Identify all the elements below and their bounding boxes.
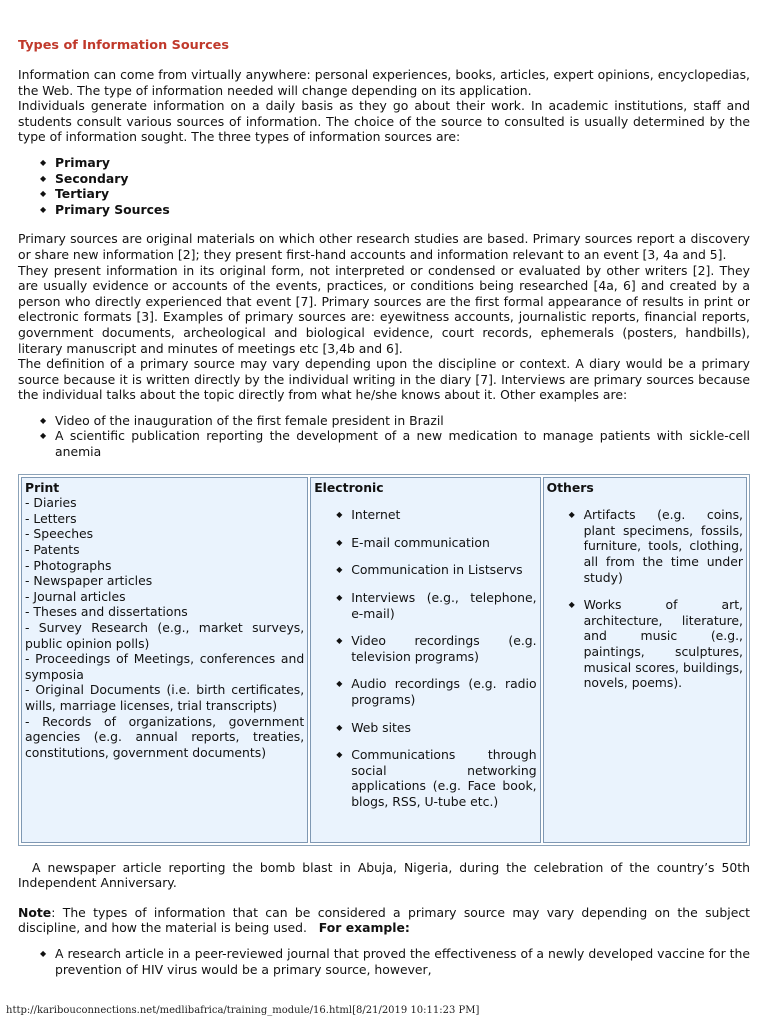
list-item: ◆ Tertiary bbox=[55, 186, 750, 202]
others-column bbox=[543, 477, 747, 843]
primary-paragraph-2: They present information in its original form, not interpreted or condensed or evaluated by other writers [2]. They are usually evidence or accounts of the events, practices, or conditions being researched [4a, 6] and created by a person who directly experienced that event [7]. Primary sources are the first formal appearance of results in print or electronic formats [3]. Examples of primary sources are: eyewitness accounts, journalistic reports, financial reports, government documents, archeological and biological evidence, court records, ephemerals (posters, handbills), literary manuscript and minutes of meetings etc [3,4b and 6]. bbox=[18, 262, 750, 356]
others-list bbox=[547, 507, 743, 691]
print-item: - Speeches bbox=[25, 526, 94, 542]
list-item: ◆ A research article in a peer-reviewed journal that proved the effectiveness of a newly developed vaccine for the prevention of HIV virus would be a primary source, however, bbox=[55, 946, 750, 977]
electronic-heading: Electronic bbox=[314, 479, 384, 495]
print-item: - Theses and dissertations bbox=[25, 604, 188, 620]
electronic-column bbox=[310, 477, 540, 843]
print-item: - Diaries bbox=[25, 495, 77, 511]
page-footer-url: http://karibouconnections.net/medlibafrica/training_module/16.html[8/21/2019 10:11:23 PM] bbox=[6, 1005, 480, 1016]
primary-paragraph-1: Primary sources are original materials on which other research studies are based. Primary sources report a discovery or share new information [2]; they present first-hand accounts and information relevant to an event [3, 4a and 5]. bbox=[18, 231, 750, 262]
after-table-paragraph: A newspaper article reporting the bomb blast in Abuja, Nigeria, during the celebration of the country’s 50th Independent Anniversary. bbox=[18, 859, 754, 891]
list-item: ◆ Video of the inauguration of the first female president in Brazil bbox=[55, 413, 750, 429]
primary-paragraph-3: The definition of a primary source may vary depending upon the discipline or context. A diary would be a primary source because it is written directly by the individual writing in the diary [7]. Interviews are primary sources because the individual talks about the topic directly from what he/she knows about it. Other examples are: bbox=[18, 356, 750, 403]
intro-paragraph-2: Individuals generate information on a daily basis as they go about their work. In academic institutions, staff and students consult various sources of information. The choice of the source to consulted is usually determined by the type of information sought. The three types of information sources are: bbox=[18, 98, 750, 145]
list-item: ◆ A scientific publication reporting the development of a new medication to manage patients with sickle-cell anemia bbox=[55, 428, 750, 459]
list-item: ◆ Audio recordings (e.g. radio programs) bbox=[351, 676, 536, 707]
source-types-table bbox=[18, 474, 750, 846]
table-row bbox=[21, 477, 747, 843]
list-item: ◆ Communications through social networking applications (e.g. Face book, blogs, RSS, U-tube etc.) bbox=[351, 747, 536, 809]
others-heading: Others bbox=[546, 479, 594, 495]
list-item: ◆ E-mail communication bbox=[351, 535, 536, 551]
print-item: - Records of organizations, government agencies (e.g. annual reports, treaties, constitutions, government documents) bbox=[25, 713, 305, 760]
list-item: ◆ Works of art, architecture, literature, and music (e.g., paintings, sculptures, musical scores, buildings, novels, poems). bbox=[584, 597, 743, 691]
note-example-label: For example: bbox=[318, 920, 410, 936]
print-column bbox=[21, 477, 308, 843]
print-list bbox=[25, 495, 304, 760]
note-label: Note bbox=[18, 904, 52, 920]
page-content bbox=[18, 38, 754, 991]
print-item: - Photographs bbox=[25, 557, 112, 573]
list-item: ◆ Primary Sources bbox=[55, 202, 750, 218]
page-title: Types of Information Sources bbox=[18, 38, 229, 53]
list-item: ◆ Interviews (e.g., telephone, e-mail) bbox=[351, 590, 536, 621]
note-text: : The types of information that can be considered a primary source may vary depending on the subject discipline, and how the material is being used. bbox=[18, 904, 754, 936]
print-item: - Patents bbox=[25, 542, 80, 558]
types-list bbox=[18, 155, 750, 217]
print-item: - Proceedings of Meetings, conferences and symposia bbox=[25, 651, 305, 682]
note-examples-list bbox=[18, 946, 750, 977]
list-item: ◆ Video recordings (e.g. television programs) bbox=[351, 633, 536, 664]
print-item: - Letters bbox=[25, 510, 77, 526]
note-paragraph bbox=[18, 904, 754, 936]
print-item: - Original Documents (i.e. birth certificates, wills, marriage licenses, trial transcripts) bbox=[25, 682, 305, 713]
intro-paragraph-1: Information can come from virtually anywhere: personal experiences, books, articles, expert opinions, encyclopedias, the Web. The type of information needed will change depending on its application. bbox=[18, 67, 750, 98]
list-item: ◆ Primary bbox=[55, 155, 750, 171]
other-examples-list bbox=[18, 413, 750, 460]
print-heading: Print bbox=[25, 479, 60, 495]
list-item: ◆ Artifacts (e.g. coins, plant specimens, fossils, furniture, tools, clothing, all from the time under study) bbox=[584, 507, 743, 585]
list-item: ◆ Internet bbox=[351, 507, 536, 523]
electronic-list bbox=[314, 507, 536, 809]
print-item: - Journal articles bbox=[25, 588, 126, 604]
print-item: - Survey Research (e.g., market surveys, public opinion polls) bbox=[25, 620, 305, 651]
list-item: ◆ Communication in Listservs bbox=[351, 562, 536, 578]
list-item: ◆ Web sites bbox=[351, 720, 536, 736]
list-item: ◆ Secondary bbox=[55, 171, 750, 187]
print-item: - Newspaper articles bbox=[25, 573, 153, 589]
